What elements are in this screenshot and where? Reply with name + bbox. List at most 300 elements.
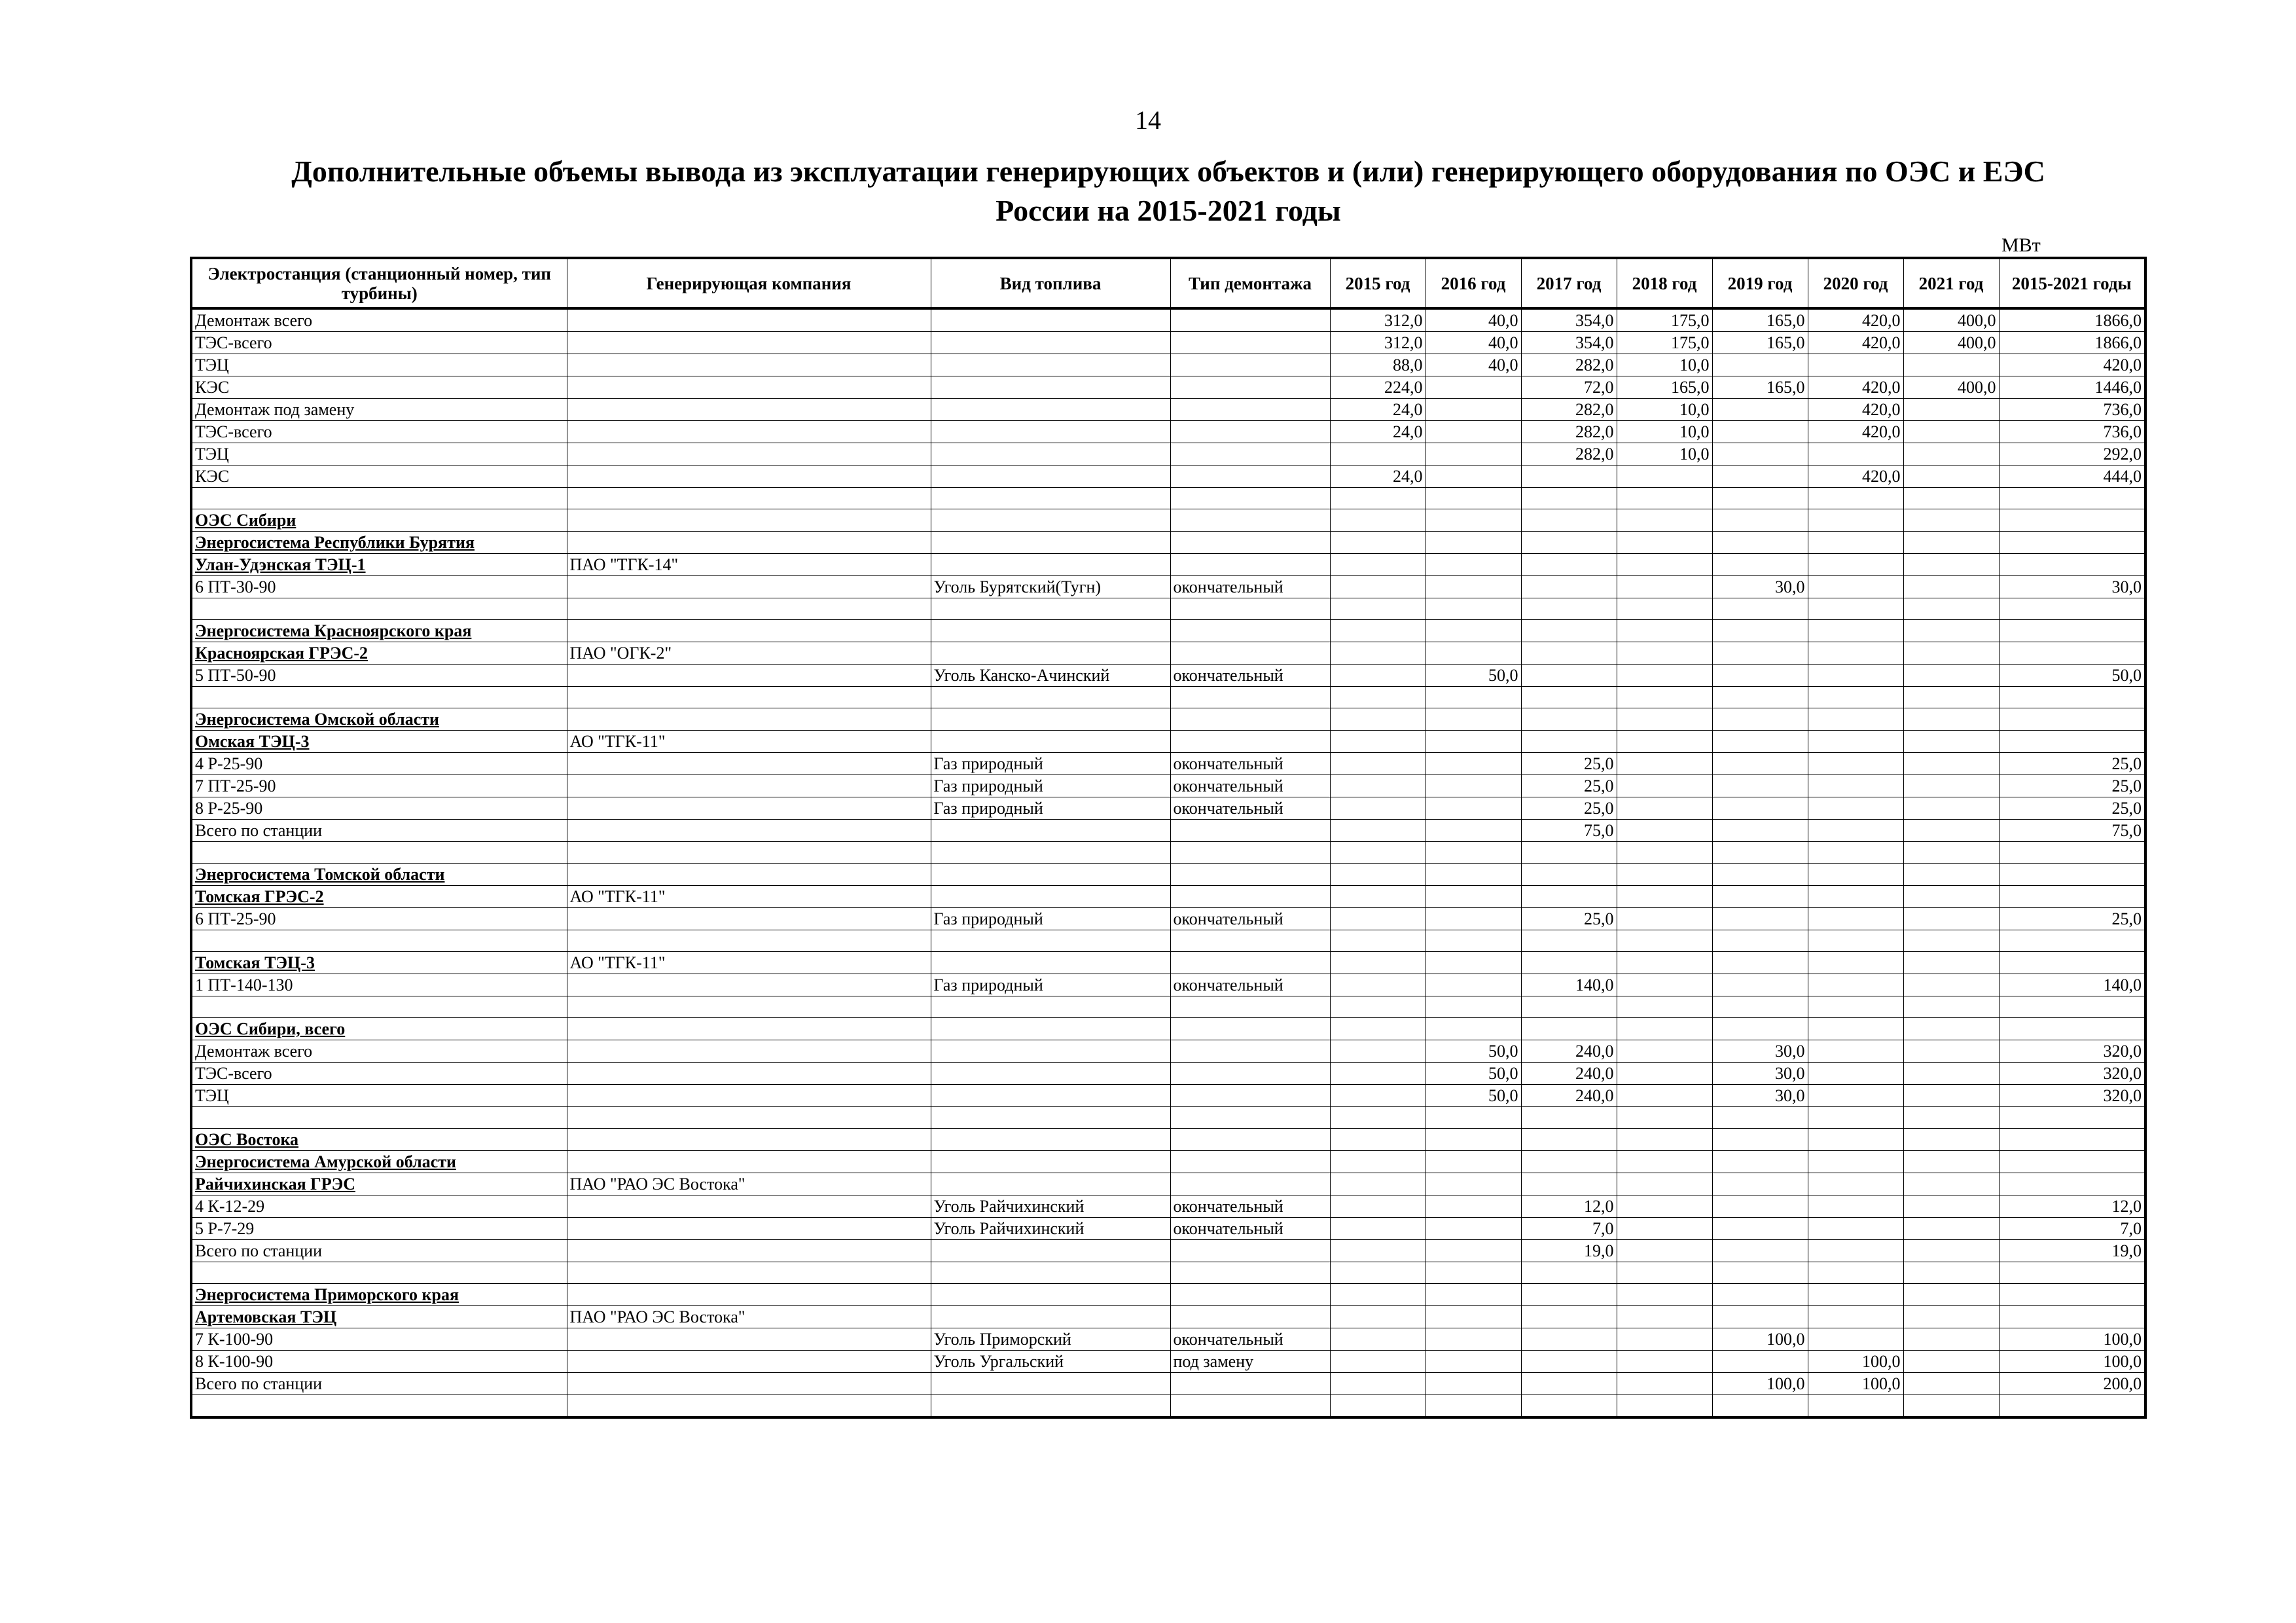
cell-company: ПАО "ОГК-2" [567,642,931,665]
cell-company [567,687,931,708]
cell-station: 5 ПТ-50-90 [191,665,567,687]
cell-2017 [1521,532,1617,554]
table-row [191,554,2145,576]
cell-dismantle-type [1170,376,1330,399]
cell-total: 75,0 [1999,820,2145,842]
table-row [191,421,2145,443]
cell-2018: 10,0 [1617,421,1712,443]
cell-total: 420,0 [1999,354,2145,376]
table-row [191,1151,2145,1173]
cell-2017 [1521,996,1617,1018]
table-row [191,1262,2145,1284]
cell-2016 [1426,554,1521,576]
cell-company [567,1240,931,1262]
cell-2018 [1617,1328,1712,1351]
cell-station: Энергосистема Омской области [191,708,567,731]
header-2021: 2021 год [1903,258,1999,308]
cell-2017 [1521,1262,1617,1284]
cell-station [191,996,567,1018]
cell-total [1999,488,2145,509]
cell-2020 [1808,842,1903,864]
cell-2017 [1521,665,1617,687]
cell-2018 [1617,642,1712,665]
cell-2021 [1903,1018,1999,1040]
cell-station [191,1262,567,1284]
cell-fuel [931,687,1170,708]
cell-2018 [1617,598,1712,620]
table-row [191,1218,2145,1240]
cell-dismantle-type [1170,1018,1330,1040]
cell-2020 [1808,1395,1903,1417]
cell-dismantle-type: окончательный [1170,797,1330,820]
cell-fuel: Газ природный [931,797,1170,820]
cell-2017 [1521,1018,1617,1040]
cell-station: Энергосистема Республики Бурятия [191,532,567,554]
cell-2016 [1426,842,1521,864]
cell-2019 [1712,399,1808,421]
cell-dismantle-type [1170,421,1330,443]
cell-2017 [1521,1107,1617,1129]
cell-2021 [1903,753,1999,775]
cell-2016 [1426,1240,1521,1262]
cell-2015: 312,0 [1330,332,1426,354]
cell-2016 [1426,1018,1521,1040]
cell-2017 [1521,842,1617,864]
cell-2018 [1617,1040,1712,1063]
cell-fuel: Уголь Райчихинский [931,1218,1170,1240]
cell-2019 [1712,930,1808,952]
cell-2016: 50,0 [1426,665,1521,687]
cell-2018 [1617,842,1712,864]
cell-station: 6 ПТ-30-90 [191,576,567,598]
cell-2016 [1426,708,1521,731]
cell-total: 25,0 [1999,775,2145,797]
cell-2017 [1521,1373,1617,1395]
cell-total [1999,996,2145,1018]
cell-dismantle-type [1170,1040,1330,1063]
cell-2015 [1330,1040,1426,1063]
cell-total [1999,731,2145,753]
cell-company [567,797,931,820]
cell-2020: 420,0 [1808,332,1903,354]
cell-2019: 30,0 [1712,576,1808,598]
cell-fuel [931,1173,1170,1195]
cell-2018: 175,0 [1617,332,1712,354]
cell-station: 1 ПТ-140-130 [191,974,567,996]
cell-2016 [1426,908,1521,930]
cell-station: 4 Р-25-90 [191,753,567,775]
cell-fuel [931,820,1170,842]
cell-2020 [1808,886,1903,908]
cell-total: 25,0 [1999,753,2145,775]
cell-2020 [1808,1240,1903,1262]
cell-dismantle-type: окончательный [1170,576,1330,598]
cell-total [1999,1306,2145,1328]
cell-2015 [1330,620,1426,642]
cell-dismantle-type: окончательный [1170,908,1330,930]
cell-2019 [1712,886,1808,908]
cell-station: ТЭС-всего [191,421,567,443]
cell-station: ОЭС Сибири, всего [191,1018,567,1040]
cell-station: Всего по станции [191,1373,567,1395]
cell-dismantle-type [1170,532,1330,554]
cell-2021 [1903,1373,1999,1395]
cell-dismantle-type [1170,1129,1330,1151]
cell-2021 [1903,1351,1999,1373]
cell-2021 [1903,465,1999,488]
table-row [191,1107,2145,1129]
table-row [191,1040,2145,1063]
cell-fuel [931,708,1170,731]
cell-station: Демонтаж под замену [191,399,567,421]
cell-2020 [1808,753,1903,775]
cell-fuel [931,399,1170,421]
cell-company [567,1107,931,1129]
cell-2020: 100,0 [1808,1373,1903,1395]
cell-dismantle-type [1170,864,1330,886]
cell-total: 1866,0 [1999,332,2145,354]
cell-2020 [1808,1328,1903,1351]
cell-2021 [1903,886,1999,908]
table-row [191,797,2145,820]
table-row [191,687,2145,708]
cell-2015 [1330,576,1426,598]
cell-2016 [1426,509,1521,532]
table-row [191,842,2145,864]
cell-2016: 50,0 [1426,1040,1521,1063]
cell-fuel [931,930,1170,952]
cell-2018 [1617,1107,1712,1129]
cell-station: Красноярская ГРЭС-2 [191,642,567,665]
table-row [191,930,2145,952]
cell-2016 [1426,532,1521,554]
cell-2016 [1426,1195,1521,1218]
cell-2019 [1712,1306,1808,1328]
cell-company: ПАО "РАО ЭС Востока" [567,1306,931,1328]
cell-dismantle-type [1170,1151,1330,1173]
cell-2017 [1521,1173,1617,1195]
cell-2019 [1712,642,1808,665]
cell-fuel [931,1040,1170,1063]
table-row [191,775,2145,797]
cell-2016 [1426,443,1521,465]
cell-dismantle-type [1170,554,1330,576]
cell-2016 [1426,465,1521,488]
cell-station: Улан-Удэнская ТЭЦ-1 [191,554,567,576]
cell-2020 [1808,708,1903,731]
cell-dismantle-type [1170,488,1330,509]
header-total: 2015-2021 годы [1999,258,2145,308]
cell-company [567,820,931,842]
cell-company [567,443,931,465]
cell-fuel [931,864,1170,886]
table-row [191,665,2145,687]
cell-company: АО "ТГК-11" [567,731,931,753]
cell-2015 [1330,488,1426,509]
cell-dismantle-type [1170,820,1330,842]
cell-fuel [931,1306,1170,1328]
cell-2015 [1330,1129,1426,1151]
cell-company [567,532,931,554]
cell-2018 [1617,908,1712,930]
cell-2018 [1617,1085,1712,1107]
cell-2018 [1617,1306,1712,1328]
cell-2018 [1617,665,1712,687]
cell-company: ПАО "РАО ЭС Востока" [567,1173,931,1195]
cell-2015 [1330,642,1426,665]
cell-2015 [1330,753,1426,775]
cell-station: Демонтаж всего [191,308,567,332]
cell-2019 [1712,1173,1808,1195]
cell-dismantle-type: окончательный [1170,665,1330,687]
cell-2019 [1712,1107,1808,1129]
cell-2021: 400,0 [1903,376,1999,399]
cell-company [567,308,931,332]
cell-dismantle-type: под замену [1170,1351,1330,1373]
cell-2015 [1330,532,1426,554]
cell-fuel [931,642,1170,665]
cell-station: Энергосистема Приморского края [191,1284,567,1306]
cell-2021: 400,0 [1903,332,1999,354]
cell-2015 [1330,974,1426,996]
cell-total [1999,509,2145,532]
cell-company [567,598,931,620]
cell-total [1999,930,2145,952]
table-row [191,465,2145,488]
cell-2016 [1426,996,1521,1018]
cell-fuel [931,376,1170,399]
cell-total [1999,1129,2145,1151]
cell-2021 [1903,354,1999,376]
cell-2016 [1426,1129,1521,1151]
cell-2018 [1617,576,1712,598]
header-fuel: Вид топлива [931,258,1170,308]
cell-2017 [1521,554,1617,576]
cell-2021 [1903,1151,1999,1173]
cell-dismantle-type [1170,465,1330,488]
cell-2018 [1617,1351,1712,1373]
cell-company [567,1085,931,1107]
header-2019: 2019 год [1712,258,1808,308]
cell-2021 [1903,842,1999,864]
cell-total: 7,0 [1999,1218,2145,1240]
cell-2021 [1903,665,1999,687]
cell-company [567,1151,931,1173]
cell-2016 [1426,1218,1521,1240]
cell-dismantle-type [1170,1284,1330,1306]
cell-2015 [1330,797,1426,820]
cell-2016 [1426,687,1521,708]
cell-2019 [1712,731,1808,753]
cell-dismantle-type: окончательный [1170,1328,1330,1351]
cell-2016: 40,0 [1426,332,1521,354]
cell-fuel [931,620,1170,642]
cell-fuel [931,1107,1170,1129]
cell-2017 [1521,465,1617,488]
cell-2020 [1808,620,1903,642]
cell-station: 7 К-100-90 [191,1328,567,1351]
cell-company: АО "ТГК-11" [567,886,931,908]
cell-station [191,488,567,509]
table-row [191,488,2145,509]
cell-2020 [1808,687,1903,708]
cell-2017: 282,0 [1521,443,1617,465]
cell-total [1999,687,2145,708]
table-row [191,731,2145,753]
cell-2021 [1903,908,1999,930]
cell-2021 [1903,775,1999,797]
cell-2019: 100,0 [1712,1373,1808,1395]
cell-2019 [1712,775,1808,797]
title-line-2: России на 2015-2021 годы [996,194,1341,227]
cell-2015 [1330,996,1426,1018]
cell-2020 [1808,930,1903,952]
cell-2020 [1808,731,1903,753]
cell-fuel [931,996,1170,1018]
cell-2016 [1426,797,1521,820]
table-row [191,1240,2145,1262]
cell-2016 [1426,1151,1521,1173]
cell-2020 [1808,598,1903,620]
cell-company [567,775,931,797]
cell-2020 [1808,488,1903,509]
cell-2020 [1808,1129,1903,1151]
cell-2017 [1521,1306,1617,1328]
cell-2021 [1903,399,1999,421]
cell-company [567,421,931,443]
cell-2021 [1903,598,1999,620]
cell-station: Омская ТЭЦ-3 [191,731,567,753]
cell-2018 [1617,775,1712,797]
cell-2018 [1617,465,1712,488]
cell-2021 [1903,864,1999,886]
cell-2019: 165,0 [1712,376,1808,399]
cell-2019 [1712,532,1808,554]
cell-2021 [1903,620,1999,642]
cell-2021 [1903,554,1999,576]
cell-fuel [931,1151,1170,1173]
cell-2018 [1617,1240,1712,1262]
cell-2018 [1617,1195,1712,1218]
cell-2017 [1521,1129,1617,1151]
cell-total: 320,0 [1999,1063,2145,1085]
cell-2016 [1426,1306,1521,1328]
cell-station: Энергосистема Томской области [191,864,567,886]
cell-2020 [1808,554,1903,576]
cell-2020 [1808,864,1903,886]
cell-2018 [1617,1151,1712,1173]
cell-2017 [1521,1284,1617,1306]
cell-2021: 400,0 [1903,308,1999,332]
cell-2015 [1330,509,1426,532]
cell-2015 [1330,1218,1426,1240]
cell-fuel [931,421,1170,443]
cell-2019 [1712,797,1808,820]
cell-2017 [1521,488,1617,509]
table-row [191,1306,2145,1328]
cell-station [191,930,567,952]
cell-2021 [1903,687,1999,708]
cell-2018: 175,0 [1617,308,1712,332]
cell-2017: 354,0 [1521,332,1617,354]
table-row [191,509,2145,532]
cell-2019 [1712,974,1808,996]
cell-2019 [1712,354,1808,376]
cell-2021 [1903,820,1999,842]
cell-2019 [1712,1151,1808,1173]
cell-2015 [1330,1018,1426,1040]
cell-2015 [1330,687,1426,708]
cell-company [567,1373,931,1395]
cell-dismantle-type: окончательный [1170,974,1330,996]
table-row [191,598,2145,620]
cell-2018 [1617,820,1712,842]
cell-2016 [1426,886,1521,908]
cell-2018 [1617,488,1712,509]
cell-company [567,1063,931,1085]
cell-2015: 312,0 [1330,308,1426,332]
table-row [191,1284,2145,1306]
cell-2016 [1426,1373,1521,1395]
cell-2020 [1808,908,1903,930]
cell-dismantle-type [1170,1240,1330,1262]
cell-total [1999,532,2145,554]
cell-2019: 30,0 [1712,1063,1808,1085]
cell-2019 [1712,864,1808,886]
cell-2019: 30,0 [1712,1040,1808,1063]
cell-2019 [1712,1262,1808,1284]
table-row [191,620,2145,642]
table-row [191,1395,2145,1417]
cell-dismantle-type [1170,1395,1330,1417]
cell-dismantle-type [1170,598,1330,620]
cell-dismantle-type [1170,308,1330,332]
cell-2019 [1712,1240,1808,1262]
cell-2015: 224,0 [1330,376,1426,399]
cell-company [567,1351,931,1373]
cell-2019 [1712,509,1808,532]
header-station: Электростанция (станционный номер, тип турбины) [191,258,567,308]
cell-2016 [1426,598,1521,620]
cell-2021 [1903,1085,1999,1107]
cell-dismantle-type [1170,842,1330,864]
cell-station: 8 Р-25-90 [191,797,567,820]
cell-dismantle-type [1170,620,1330,642]
cell-2020 [1808,1218,1903,1240]
cell-2017: 7,0 [1521,1218,1617,1240]
table-body [191,308,2145,1417]
cell-2019 [1712,1218,1808,1240]
table-row [191,974,2145,996]
cell-dismantle-type [1170,731,1330,753]
table-row [191,1085,2145,1107]
cell-2016 [1426,775,1521,797]
header-2017: 2017 год [1521,258,1617,308]
cell-2017 [1521,1151,1617,1173]
cell-2021 [1903,952,1999,974]
cell-total: 1446,0 [1999,376,2145,399]
cell-2019 [1712,665,1808,687]
cell-2018 [1617,1063,1712,1085]
cell-dismantle-type [1170,687,1330,708]
cell-2021 [1903,708,1999,731]
cell-2016: 50,0 [1426,1063,1521,1085]
cell-2018 [1617,886,1712,908]
cell-total [1999,620,2145,642]
header-row [191,258,2145,308]
cell-total [1999,842,2145,864]
cell-2015: 88,0 [1330,354,1426,376]
